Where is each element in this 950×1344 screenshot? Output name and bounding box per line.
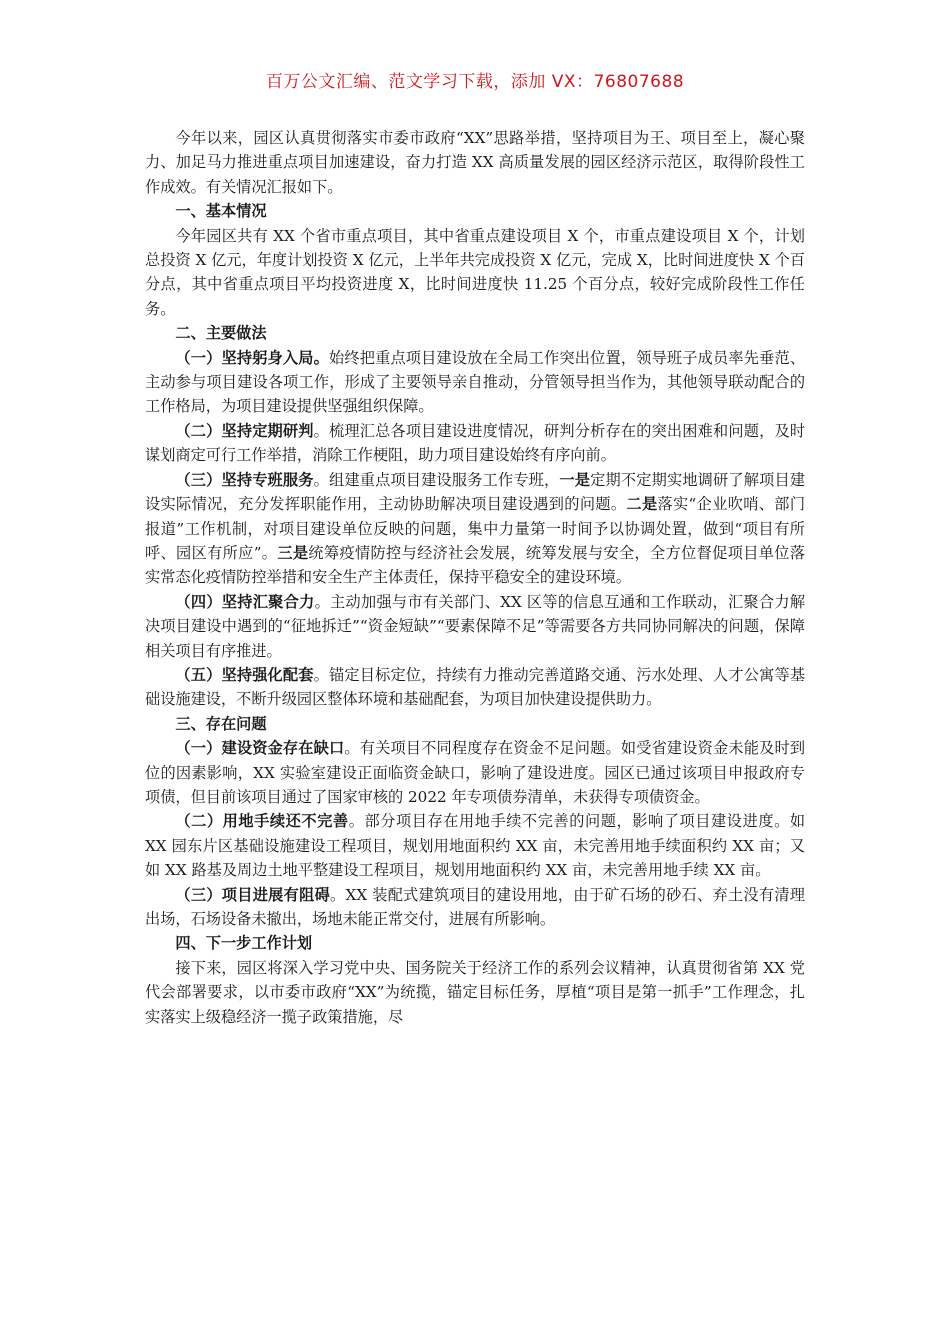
practice-item-5-text: 。锚定目标定位，持续有力推动完善道路交通、污水处理、人才公寓等基础设施建设，不断升级园区整体环境和基础配套，为项目加快建设提供助力。 xyxy=(145,665,806,709)
practice-item-4-heading: （四）坚持汇聚合力 xyxy=(175,592,315,611)
problem-item-1-text: 。有关项目不同程度存在资金不足问题。如受省建设资金未能及时到位的因素影响，XX 实验室建设正面临资金缺口，影响了建设进度。园区已通过该项目申报政府专项债，但目前该项目通过了国家审核的 2022 年专项债券清单，未获得专项债资金。 xyxy=(145,739,806,806)
problem-item-1-heading: （一）建设资金存在缺口 xyxy=(175,739,345,758)
problem-item-3 xyxy=(145,883,805,932)
practice-item-4-text: 。主动加强与市有关部门、XX 区等的信息互通和工作联动，汇聚合力解决项目建设中遇到的“征地拆迁”“资金短缺”“要素保障不足”等需要各方共同协同解决的问题，保障相关项目有序推进。 xyxy=(145,592,806,660)
section-heading-problems: 三、存在问题 xyxy=(175,714,267,733)
problem-item-1 xyxy=(145,736,805,809)
practice-item-3-keyword-3: 三是 xyxy=(277,543,309,562)
problem-item-3-heading: （三）项目进展有阻碍 xyxy=(175,885,331,904)
practice-item-3-text-a: 。组建重点项目建设服务工作专班， xyxy=(313,470,560,489)
practice-item-2-text: 。梳理汇总各项目建设进度情况，研判分析存在的突出困难和问题，及时谋划商定可行工作举措，消除工作梗阻，助力项目建设始终有序向前。 xyxy=(145,421,806,465)
practice-item-3-text-c: 落实“企业吹哨、部门报道”工作机制，对项目建设单位反映的问题，集中力量第一时间予以协调处置，做到“项目有所呼、园区有所应”。 xyxy=(145,495,806,562)
section-heading-basic: 一、基本情况 xyxy=(175,202,267,221)
practice-item-3-text-d: 统筹疫情防控与经济社会发展，统筹发展与安全，全方位督促项目单位落实常态化疫情防控举措和安全生产主体责任，保持平稳安全的建设环境。 xyxy=(145,543,806,587)
practice-item-2-heading: （二）坚持定期研判 xyxy=(175,421,314,440)
practice-item-5-heading: （五）坚持强化配套 xyxy=(175,665,314,684)
problem-item-3-text: 。XX 装配式建筑项目的建设用地，由于矿石场的砂石、弃土没有清理出场，石场设备未撤出，场地未能正常交付，进展有所影响。 xyxy=(145,885,805,928)
practice-item-1-heading: （一）坚持躬身入局。 xyxy=(175,348,329,367)
practice-item-1 xyxy=(145,346,805,419)
download-banner: 百万公文汇编、范文学习下载，添加 VX：76807688 xyxy=(265,72,685,92)
practice-item-3-keyword-1: 一是 xyxy=(559,470,591,489)
section-heading-next-steps: 四、下一步工作计划 xyxy=(175,934,313,953)
practice-item-2 xyxy=(145,419,805,468)
next-steps-paragraph: 接下来，园区将深入学习党中央、国务院关于经济工作的系列会议精神，认真贯彻省第 XX 党代会部署要求，以市委市政府“XX”为统揽，锚定目标任务，厚植“项目是第一抓手”工作理念，扎实落实上级稳经济一揽子政策措施，尽 xyxy=(145,958,805,1026)
practice-item-3-keyword-2: 二是 xyxy=(626,495,658,514)
intro-paragraph: 今年以来，园区认真贯彻落实市委市政府“XX”思路举措，坚持项目为王、项目至上，凝心聚力、加足马力推进重点项目加速建设，奋力打造 XX 高质量发展的园区经济示范区，取得阶段性工作成效。有关情况汇报如下。 xyxy=(145,129,805,196)
practice-item-4 xyxy=(145,590,805,663)
document-body xyxy=(145,126,805,1029)
problem-item-2-heading: （二）用地手续还不完善 xyxy=(175,812,349,831)
practice-item-3 xyxy=(145,468,805,590)
problem-item-2-text: 。部分项目存在用地手续不完善的问题，影响了项目建设进度。如 XX 园东片区基础设施建设工程项目，规划用地面积约 XX 亩，未完善用地手续面积约 XX 亩；又如 XX 路基及周边土地平整建设工程项目，规划用地面积约 XX 亩，未完善用地手续 XX 亩。 xyxy=(145,812,806,880)
section-heading-practices: 二、主要做法 xyxy=(175,324,267,343)
basic-situation-paragraph: 今年园区共有 XX 个省市重点项目，其中省重点建设项目 X 个，市重点建设项目 X 个，计划总投资 X 亿元，年度计划投资 X 亿元，上半年共完成投资 X 亿元，完成 X，比时间进度快 X 个百分点，其中省重点项目平均投资进度 X，比时间进度快 11.25 个百分点，较好完成阶段性工作任务。 xyxy=(145,226,805,318)
practice-item-3-heading: （三）坚持专班服务 xyxy=(175,470,314,489)
practice-item-3-text-b: 定期不定期实地调研了解项目建设实际情况，充分发挥职能作用，主动协助解决项目建设遇到的问题。 xyxy=(145,470,806,514)
problem-item-2 xyxy=(145,809,805,882)
practice-item-1-text: 始终把重点项目建设放在全局工作突出位置，领导班子成员率先垂范、主动参与项目建设各项工作，形成了主要领导亲自推动，分管领导担当作为，其他领导联动配合的工作格局，为项目建设提供坚强组织保障。 xyxy=(145,348,806,416)
practice-item-5 xyxy=(145,663,805,712)
